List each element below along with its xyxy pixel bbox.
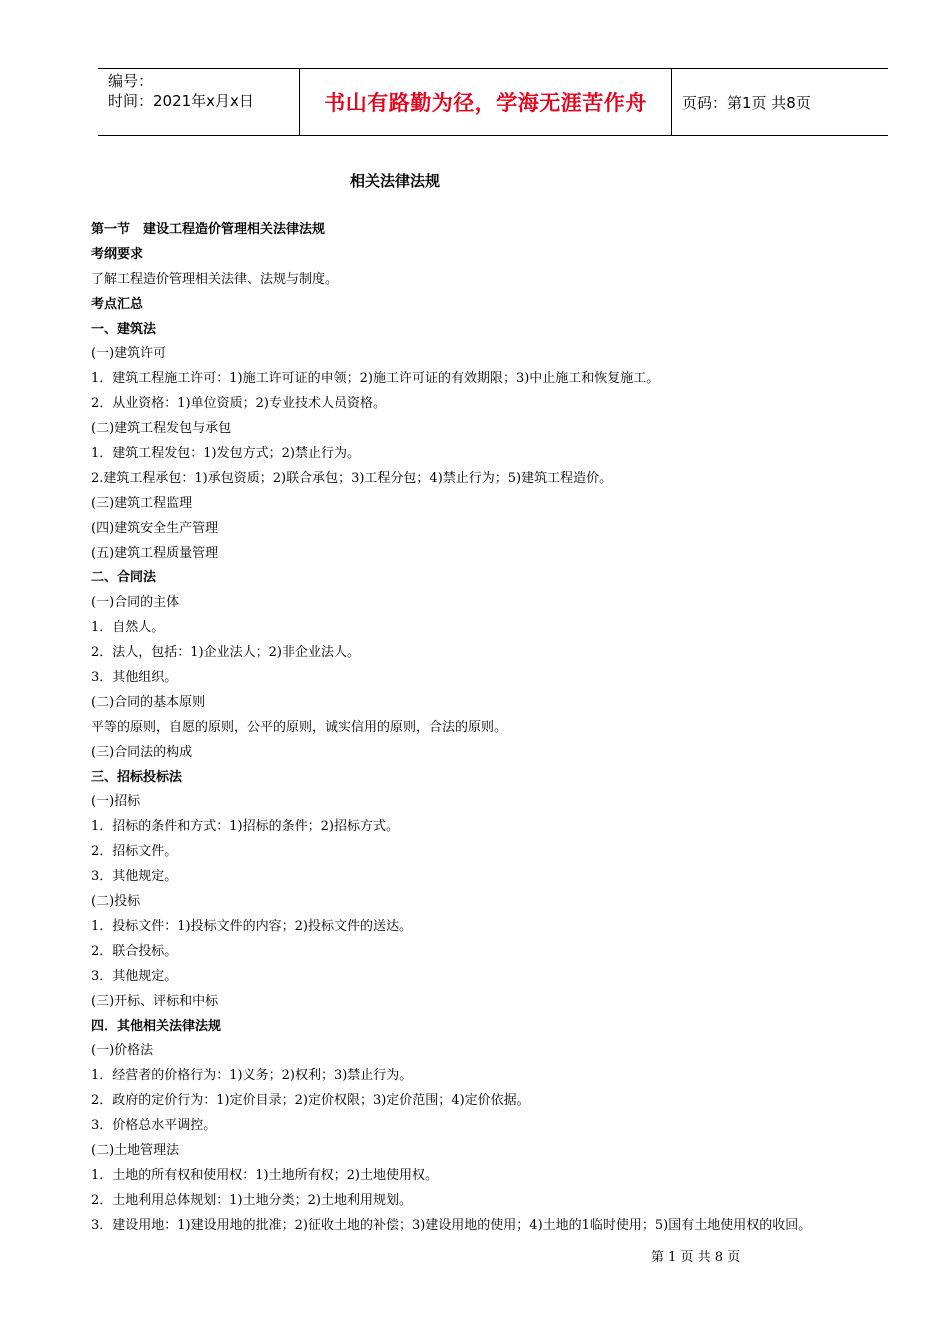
body-line: 2．法人，包括：1)企业法人；2)非企业法人。: [91, 645, 360, 661]
body-line: (五)建筑工程质量管理: [91, 545, 219, 561]
body-line: 1．自然人。: [91, 620, 165, 636]
document-number-label: 编号：: [108, 72, 154, 90]
body-line: (三)合同法的构成: [91, 744, 193, 760]
body-line: 3．其他规定。: [91, 869, 178, 885]
body-line: 3．其他规定。: [91, 968, 178, 984]
body-line: 了解工程造价管理相关法律、法规与制度。: [91, 271, 339, 287]
body-line: 2．土地利用总体规划：1)土地分类；2)土地利用规划。: [91, 1192, 412, 1208]
section-heading: 三、招标投标法: [91, 769, 183, 785]
header-meta: [98, 69, 299, 135]
section-heading: 一、建筑法: [91, 321, 157, 337]
body-line: 3．价格总水平调控。: [91, 1118, 217, 1134]
document-time: 时间：2021年x月x日: [108, 92, 254, 110]
body-line: (二)建筑工程发包与承包: [91, 421, 232, 437]
document-body: [91, 218, 891, 1239]
body-line: (二)土地管理法: [91, 1142, 180, 1158]
section-heading: 考点汇总: [91, 296, 144, 312]
body-line: 1．经营者的价格行为：1)义务；2)权利；3)禁止行为。: [91, 1068, 413, 1084]
page-header: [98, 68, 888, 136]
section-heading: 四．其他相关法律法规: [91, 1018, 222, 1034]
body-line: (二)合同的基本原则: [91, 694, 206, 710]
body-line: (一)价格法: [91, 1043, 154, 1059]
body-line: (三)建筑工程监理: [91, 495, 193, 511]
body-line: 2．招标文件。: [91, 844, 178, 860]
body-line: 1．招标的条件和方式：1)招标的条件；2)招标方式。: [91, 819, 399, 835]
header-page-info: [672, 69, 888, 135]
section-heading: 第一节 建设工程造价管理相关法律法规: [91, 222, 326, 237]
body-line: 1．土地的所有权和使用权：1)土地所有权；2)土地使用权。: [91, 1167, 438, 1183]
header-motto: [299, 69, 672, 135]
motto-text: 书山有路勤为径，学海无涯苦作舟: [324, 90, 647, 115]
body-line: 3．其他组织。: [91, 670, 178, 686]
body-line: 2．政府的定价行为：1)定价目录；2)定价权限；3)定价范围；4)定价依据。: [91, 1093, 530, 1109]
section-heading: 考纲要求: [91, 246, 144, 262]
body-line: (一)建筑许可: [91, 346, 167, 362]
body-line: 3．建设用地：1)建设用地的批准；2)征收土地的补偿；3)建设用地的使用；4)土地的1临时使用；5)国有土地使用权的收回。: [91, 1217, 812, 1233]
body-line: 平等的原则，自愿的原则，公平的原则，诚实信用的原则，合法的原则。: [91, 719, 508, 735]
page-footer: 第 1 页 共 8 页: [651, 1250, 741, 1265]
body-line: 2.建筑工程承包：1)承包资质；2)联合承包；3)工程分包；4)禁止行为；5)建筑工程造价。: [91, 470, 613, 486]
body-line: 1．建筑工程施工许可：1)施工许可证的申领；2)施工许可证的有效期限；3)中止施工和恢复施工。: [91, 371, 660, 387]
body-line: (三)开标、评标和中标: [91, 993, 219, 1009]
page-info-text: 页码：第1页 共8页: [682, 93, 811, 112]
body-line: 2．从业资格：1)单位资质；2)专业技术人员资格。: [91, 396, 386, 412]
body-line: 2．联合投标。: [91, 943, 178, 959]
body-line: 1．建筑工程发包：1)发包方式；2)禁止行为。: [91, 446, 360, 462]
section-heading: 二、合同法: [91, 570, 157, 586]
body-line: (一)合同的主体: [91, 595, 180, 611]
body-line: (四)建筑安全生产管理: [91, 520, 219, 536]
body-line: 1．投标文件：1)投标文件的内容；2)投标文件的送达。: [91, 918, 412, 934]
document-title: 相关法律法规: [349, 172, 440, 190]
body-line: (二)投标: [91, 894, 141, 910]
body-line: (一)招标: [91, 794, 141, 810]
